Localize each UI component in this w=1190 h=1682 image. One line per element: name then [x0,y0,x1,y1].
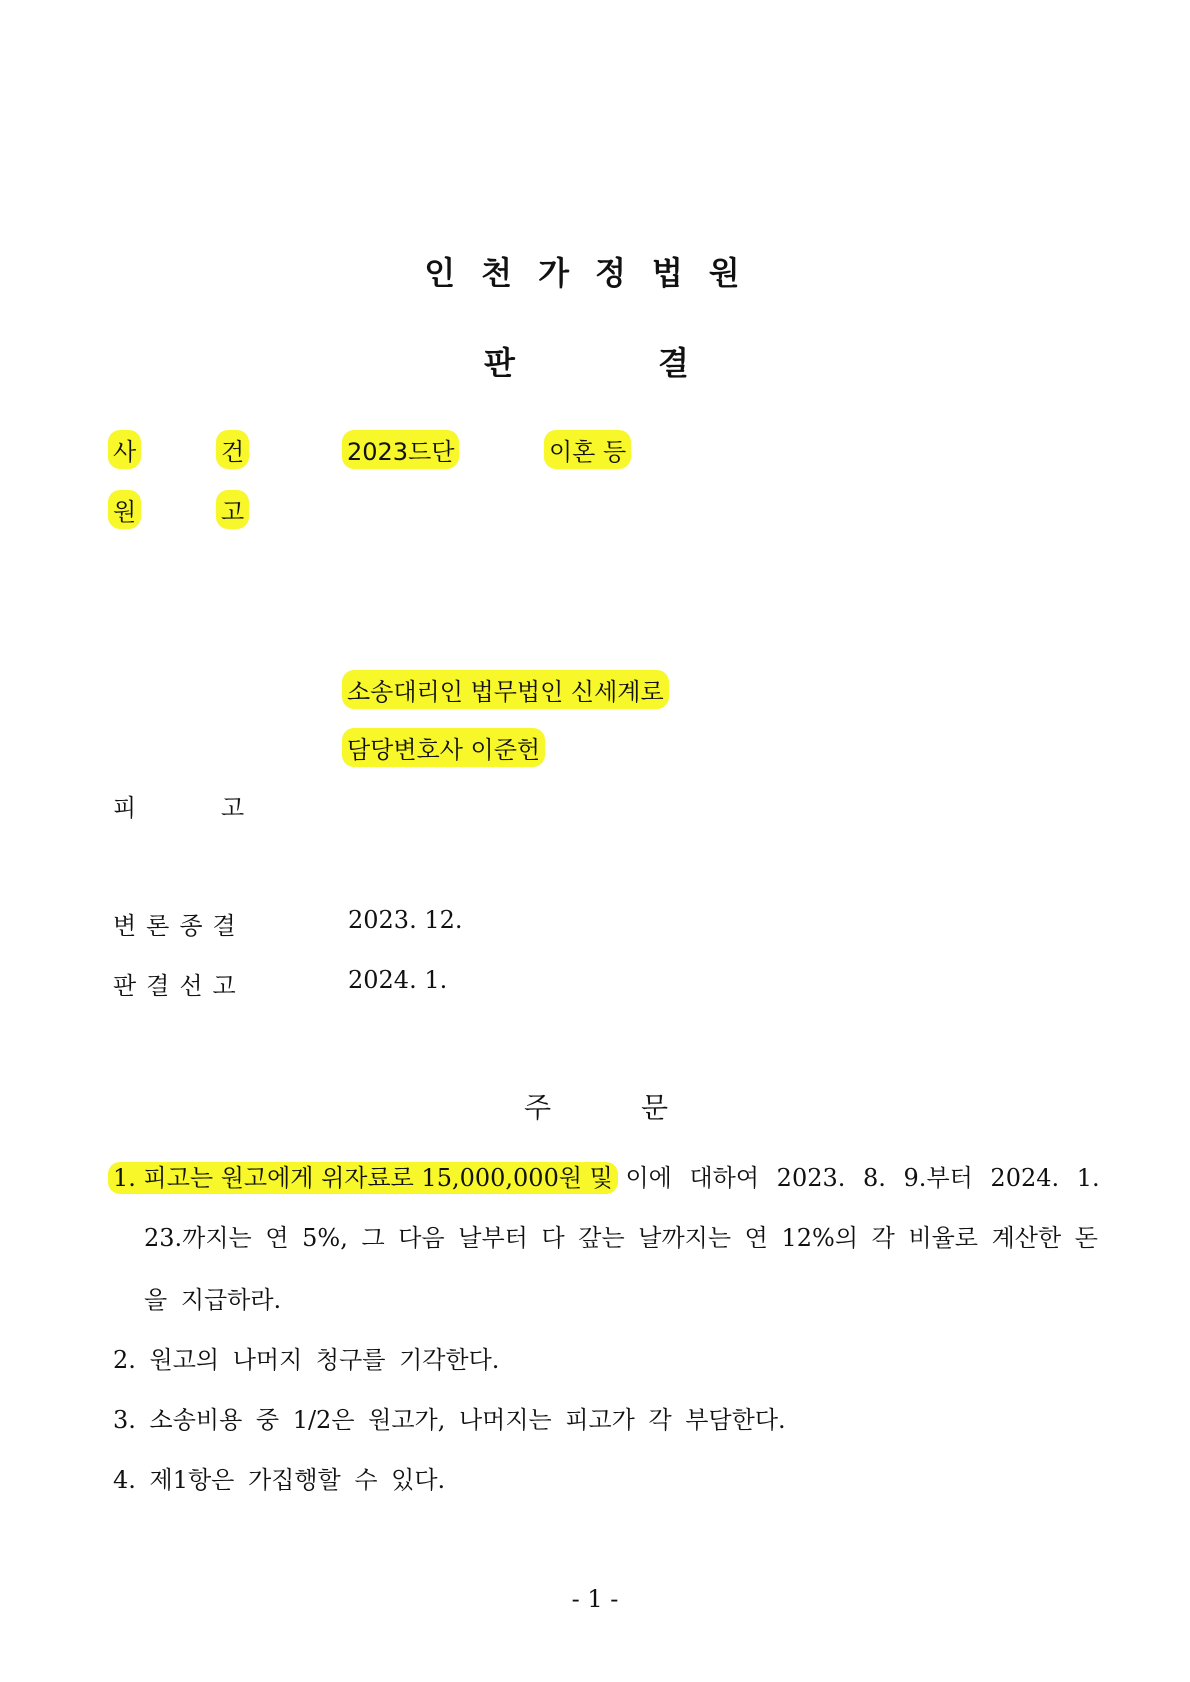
attorney-line: 담당변호사 이준헌 [342,728,545,767]
order-item-1-line-3: 을 지급하라. [144,1286,282,1314]
plaintiff-label-1: 원 [108,490,141,529]
order-heading-right: 문 [641,1091,669,1124]
court-name: 인천가정법원 [424,254,766,292]
defendant-label-1: 피 [113,794,137,822]
ruling-label: 판결선고 [113,972,246,1000]
order-item-3: 3. 소송비용 중 1/2은 원고가, 나머지는 피고가 각 부담한다. [113,1406,786,1434]
order-item-1-line-2: 23.까지는 연 5%, 그 다음 날부터 다 갚는 날까지는 연 12%의 각 비율로 계산한 돈 [144,1224,1098,1252]
closing-date: 2023. 12. [348,906,463,934]
page-number: - 1 - [571,1585,619,1613]
order-heading-left: 주 [524,1091,552,1124]
doc-type-right: 결 [658,344,689,382]
closing-label: 변론종결 [113,912,246,940]
order-item-2: 2. 원고의 나머지 청구를 기각한다. [113,1346,500,1374]
plaintiff-label-2: 고 [216,490,249,529]
order-item-1-rest: 이에 대하여 2023. 8. 9.부터 2024. 1. [625,1164,1100,1192]
counsel-line: 소송대리인 법무법인 신세계로 [342,670,669,709]
case-label-1: 사 [108,430,141,469]
case-label-2: 건 [216,430,249,469]
case-name: 이혼 등 [544,430,631,469]
ruling-date: 2024. 1. [348,966,448,994]
order-item-1-highlight: 1. 피고는 원고에게 위자료로 15,000,000원 및 [108,1162,618,1194]
order-item-1-line-1 [108,1158,1100,1193]
defendant-label-2: 고 [221,794,245,822]
order-item-4: 4. 제1항은 가집행할 수 있다. [113,1466,446,1494]
doc-type-left: 판 [484,344,515,382]
case-number: 2023드단 [342,430,459,469]
